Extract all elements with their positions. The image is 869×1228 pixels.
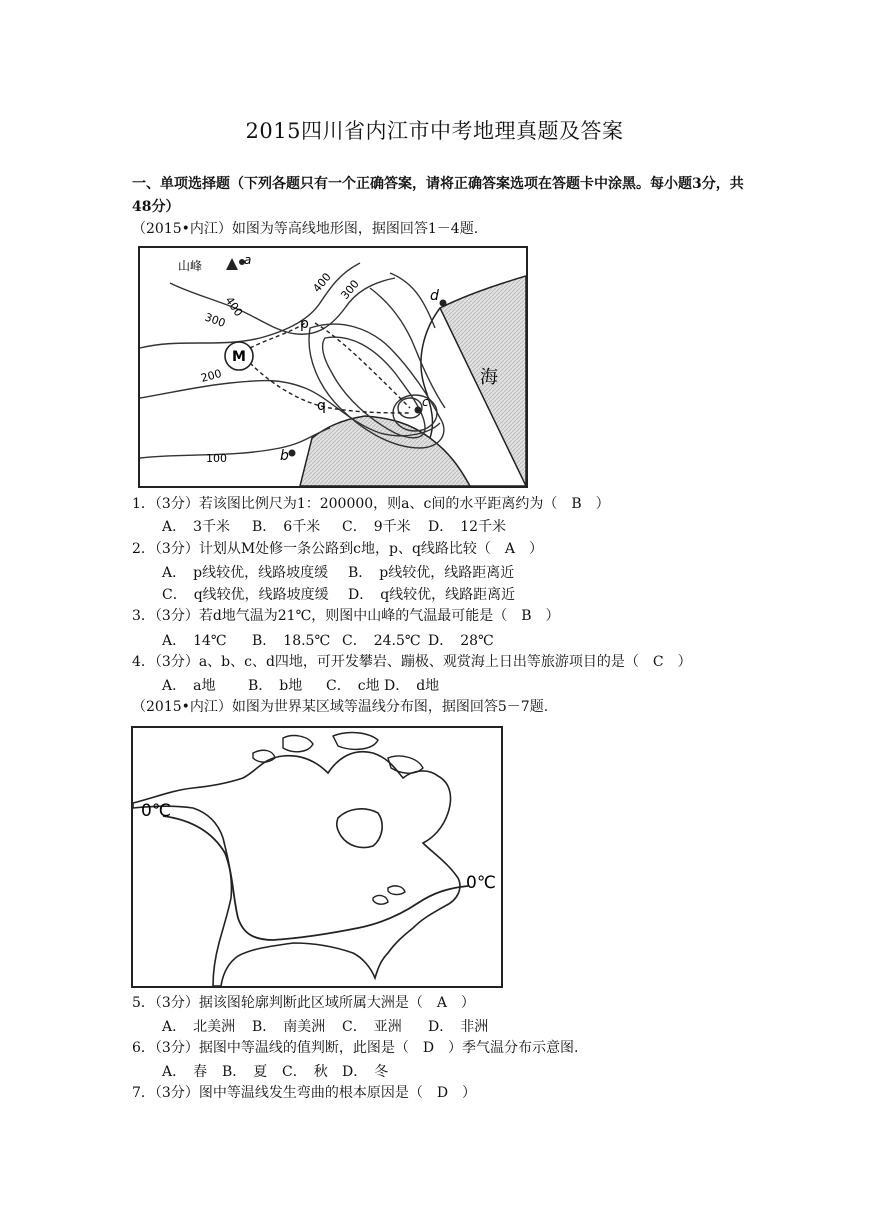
contour-label-300-right: 300	[338, 277, 362, 302]
question-5-option-c: C． 亚洲	[342, 1019, 402, 1035]
peak-label: 山峰	[178, 259, 203, 273]
question-3-option-c: C． 24.5℃	[342, 633, 421, 649]
question-4-option-b: B． b地	[248, 678, 303, 694]
contour-label-400-right: 400	[310, 270, 334, 295]
isotherm-label-right: 0℃	[466, 873, 496, 893]
question-6-option-d: D． 冬	[342, 1064, 389, 1080]
contour-map	[140, 248, 526, 486]
isotherm-map	[133, 728, 501, 986]
intro-question-group-1: （2015•内江）如图为等高线地形图，据图回答1－4题.	[132, 221, 479, 237]
question-1-stem: 1．（3分）若该图比例尺为1：200000，则a、c间的水平距离约为（ B ）	[132, 496, 610, 512]
question-2-option-b: B． p线较优，线路距离近	[348, 565, 515, 581]
intro-question-group-2: （2015•内江）如图为世界某区域等温线分布图，据图回答5－7题.	[132, 699, 549, 715]
question-3-option-d: D． 28℃	[428, 633, 494, 649]
question-3-stem: 3．（3分）若d地气温为21℃，则图中山峰的气温最可能是（ B ）	[132, 608, 560, 624]
contour-label-300-left: 300	[202, 310, 228, 331]
question-1-option-d: D． 12千米	[428, 519, 507, 535]
section-heading: 一、单项选择题（下列各题只有一个正确答案，请将正确答案选项在答题卡中涂黑。每小题3分，共48分）	[132, 176, 744, 215]
question-2-option-c: C． q线较优，线路坡度缓	[162, 587, 329, 603]
point-b-label: b	[280, 448, 289, 464]
question-3-option-b: B． 18.5℃	[252, 633, 331, 649]
question-3-option-a: A． 14℃	[162, 633, 227, 649]
question-1-option-b: B． 6千米	[252, 519, 321, 535]
point-d-label: d	[430, 288, 439, 304]
question-5-option-b: B． 南美洲	[252, 1019, 326, 1035]
point-m-label: M	[232, 349, 246, 365]
point-a-label: a	[244, 253, 252, 267]
isotherm-0c	[163, 816, 468, 940]
point-b-dot	[289, 450, 296, 457]
contour-label-100: 100	[206, 452, 227, 465]
isotherm-map-figure	[131, 726, 503, 988]
question-4-option-c: C． c地	[326, 678, 380, 694]
peak-icon	[226, 258, 238, 270]
point-c-dot	[415, 407, 422, 414]
contour-label-200: 200	[199, 366, 224, 385]
point-q-label: q	[317, 398, 326, 414]
question-1-option-c: C． 9千米	[342, 519, 411, 535]
question-5-stem: 5．（3分）据该图轮廓判断此区域所属大洲是（ A ）	[132, 995, 475, 1011]
question-4-option-a: A． a地	[162, 678, 216, 694]
contour-label-400-left: 400	[222, 294, 246, 319]
question-5-option-a: A． 北美洲	[162, 1019, 236, 1035]
question-6-option-a: A． 春	[162, 1064, 208, 1080]
point-d-dot	[440, 300, 447, 307]
continent-outline	[133, 752, 460, 986]
question-4-stem: 4．（3分）a、b、c、d四地，可开发攀岩、蹦极、观赏海上日出等旅游项目的是（ C ）	[132, 654, 692, 670]
isotherm-label-left: 0℃	[141, 801, 171, 821]
page-title: 2015四川省内江市中考地理真题及答案	[245, 119, 624, 143]
question-2-option-a: A． p线较优，线路坡度缓	[162, 565, 329, 581]
question-2-option-d: D． q线较优，线路距离近	[348, 587, 516, 603]
question-5-option-d: D． 非洲	[428, 1019, 489, 1035]
question-2-stem: 2．（3分）计划从M处修一条公路到c地，p、q线路比较（ A ）	[132, 541, 544, 557]
point-c-label: c	[422, 395, 429, 409]
question-4-option-d: D． d地	[384, 678, 440, 694]
question-1-option-a: A． 3千米	[162, 519, 231, 535]
sea-label: 海	[480, 367, 498, 388]
question-7-stem: 7．（3分）图中等温线发生弯曲的根本原因是（ D ）	[132, 1085, 477, 1101]
question-6-stem: 6．（3分）据图中等温线的值判断，此图是（ D ）季气温分布示意图.	[132, 1040, 579, 1056]
contour-map-figure	[138, 246, 528, 488]
point-p-label: p	[300, 316, 309, 332]
question-6-option-c: C． 秋	[282, 1064, 328, 1080]
question-6-option-b: B． 夏	[222, 1064, 268, 1080]
